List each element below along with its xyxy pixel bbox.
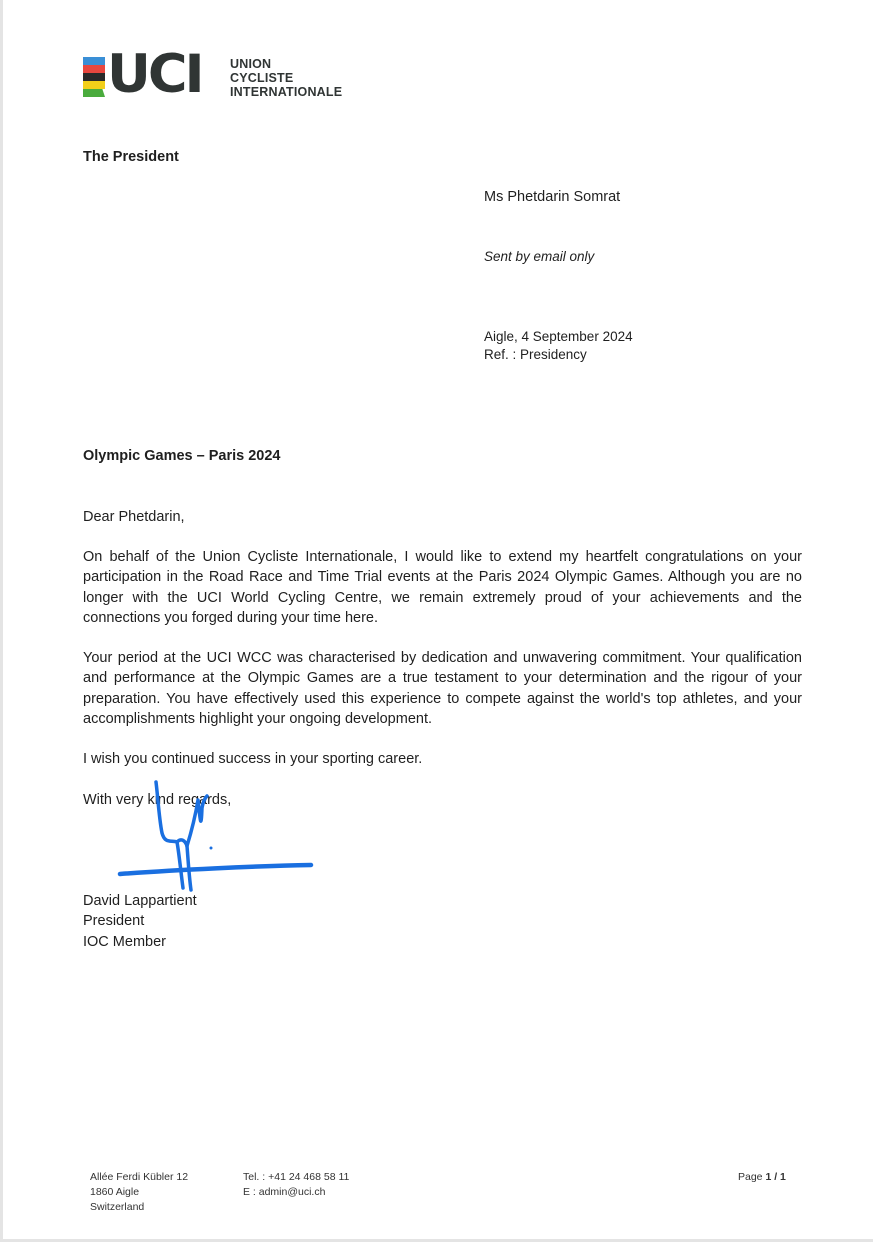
phone-number: Tel. : +41 24 468 58 11 — [243, 1171, 350, 1183]
logo-wordmark: UCI — [107, 44, 202, 105]
place-date: Aigle, 4 September 2024 — [484, 329, 633, 344]
letter-page — [3, 0, 873, 1239]
body-paragraph: On behalf of the Union Cycliste Internationale, I would like to extend my heartfelt congratulations on your participation in the Road Race and Time Trial events at the Paris 2024 Olympic Games. Although you are no longer with the UCI World Cycling Centre, we remain extremely proud of your achievements and the connections you forged during your time here. — [83, 549, 802, 626]
rainbow-stripes-icon — [83, 57, 105, 97]
logo-line: INTERNATIONALE — [230, 85, 343, 99]
stripe-yellow — [83, 81, 105, 89]
closing: With very kind regards, — [83, 792, 232, 808]
delivery-note: Sent by email only — [484, 249, 595, 264]
handwritten-signature — [115, 778, 320, 896]
signature-dot — [210, 847, 213, 850]
signature-stroke — [187, 796, 207, 846]
stripe-black — [83, 73, 105, 81]
address-line: Switzerland — [90, 1201, 145, 1213]
page-indicator — [738, 1170, 786, 1185]
logo-text — [230, 57, 342, 99]
page-number: 1 / 1 — [765, 1171, 786, 1183]
signatory-role: President — [83, 913, 145, 929]
body-paragraph: Your period at the UCI WCC was characterised by dedication and unwavering commitment. Your qualification and performance at the Olympic Games are a true testament to your determination and the rigour of your preparation. You have effectively used this experience to compete against the world's top athletes, and your accomplishments highlight your ongoing development. — [83, 650, 802, 727]
address-line: 1860 Aigle — [90, 1186, 140, 1198]
address-line: Allée Ferdi Kübler 12 — [90, 1171, 189, 1183]
page-label: Page — [738, 1171, 763, 1183]
recipient-name: Ms Phetdarin Somrat — [484, 189, 621, 205]
uci-logo — [83, 44, 343, 105]
reference: Ref. : Presidency — [484, 347, 587, 362]
body-paragraph: I wish you continued success in your sporting career. — [83, 751, 423, 767]
stripe-green — [83, 89, 105, 97]
signatory-name: David Lappartient — [83, 893, 197, 909]
signatory-membership: IOC Member — [83, 934, 166, 950]
stripe-red — [83, 65, 105, 73]
logo-line: CYCLISTE — [230, 71, 294, 85]
subject-line: Olympic Games – Paris 2024 — [83, 448, 281, 464]
footer-contact — [243, 1170, 349, 1200]
signature-underline — [120, 865, 311, 874]
email-address[interactable]: E : admin@uci.ch — [243, 1186, 326, 1198]
salutation: Dear Phetdarin, — [83, 509, 185, 525]
stripe-blue — [83, 57, 105, 65]
logo-line: UNION — [230, 57, 272, 71]
sender-title: The President — [83, 149, 179, 165]
footer-address — [90, 1170, 188, 1215]
